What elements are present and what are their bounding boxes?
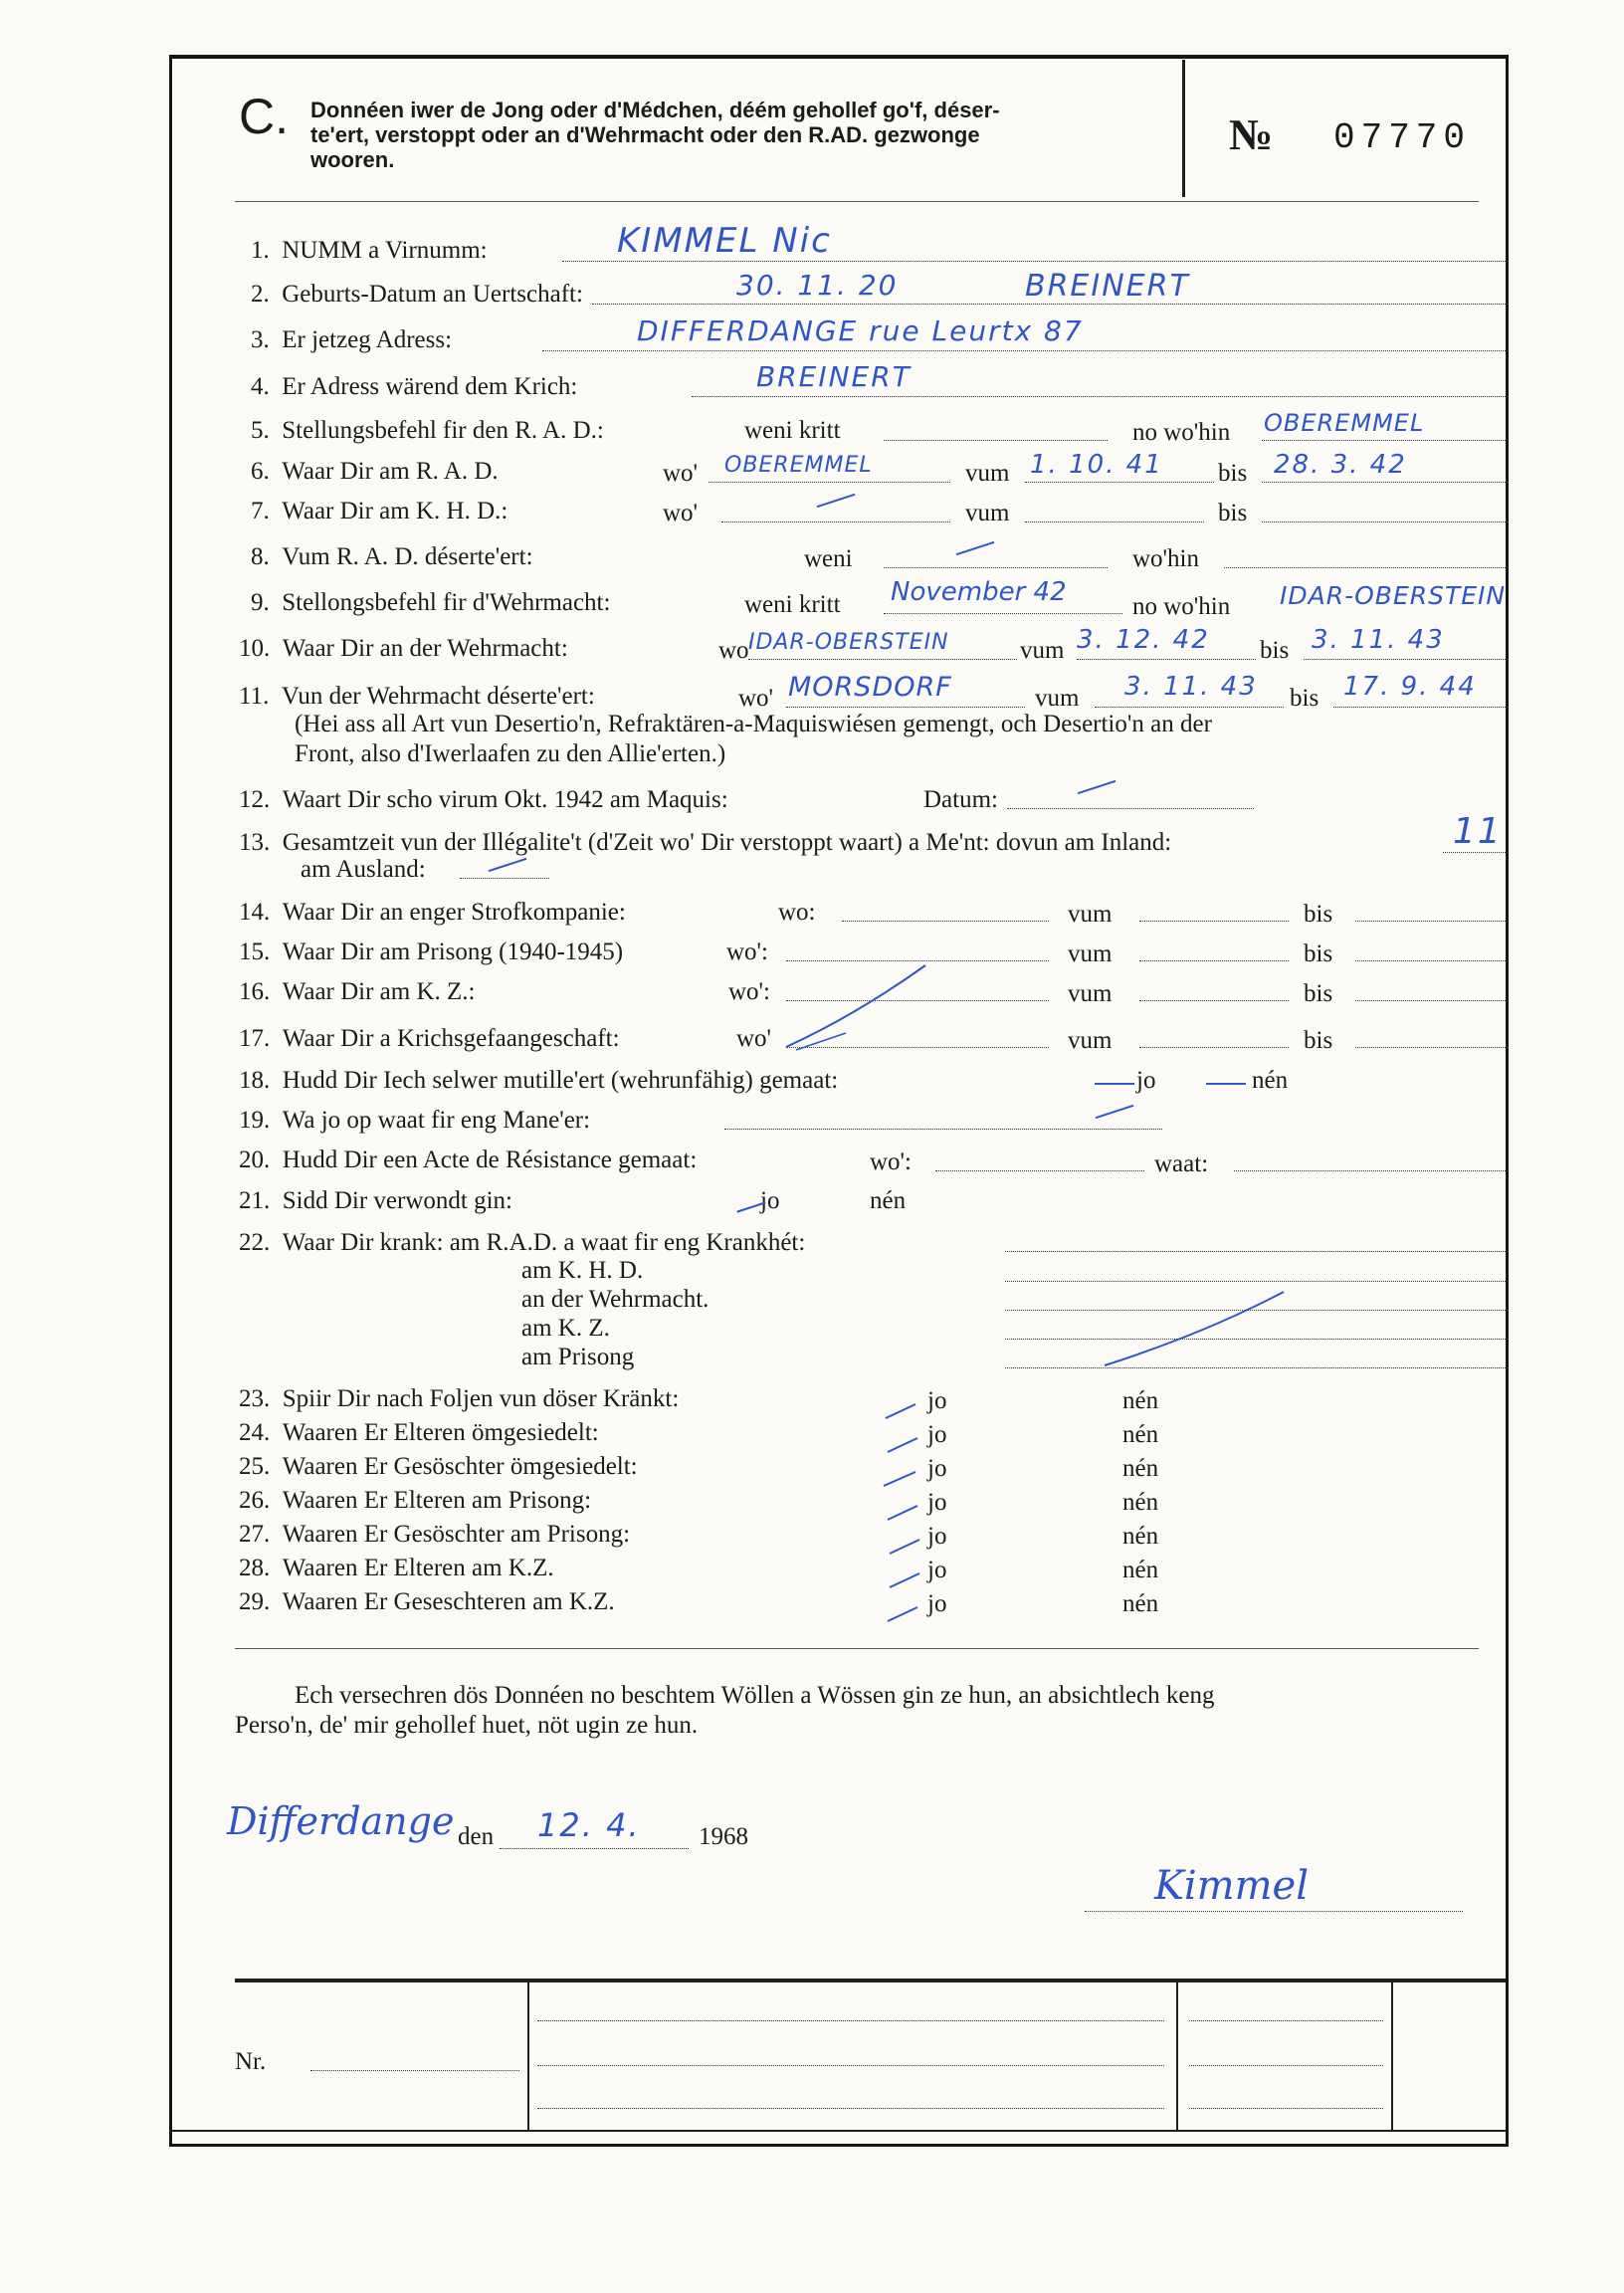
q17-wo-label: wo' [736,1025,772,1052]
q9-answer-when: November 42 [891,577,1067,607]
q17-vum-line [1139,1047,1289,1048]
q14-bis-label: bis [1304,901,1333,928]
q9-where-label: no wo'hin [1132,593,1231,620]
q6-wo-line [709,482,950,483]
q29-label: 29. Waaren Er Geseschteren am K.Z. [239,1588,615,1615]
footer-col3 [1391,1980,1393,2130]
footer-line-5 [1189,2065,1383,2066]
q10-answer-bis: 3. 11. 43 [1312,625,1445,655]
q27-label: 27. Waaren Er Gesöschter am Prisong: [239,1521,631,1548]
q20-wo-label: wo': [870,1148,913,1175]
q11-note-line2: Front, also d'Iwerlaafen zu den Allie'erten.) [295,740,726,767]
q26-label: 26. Waaren Er Elteren am Prisong: [239,1487,592,1514]
q6-label: 6. Waar Dir am R. A. D. [251,458,499,485]
q22-sub-khd: am K. H. D. [521,1257,644,1284]
footer-bottom-rule [169,2130,1506,2132]
q29-jo: jo [927,1590,947,1617]
q18-jo: jo [1136,1067,1156,1094]
section-letter: C. [239,89,289,144]
q25-jo: jo [927,1455,947,1482]
q9-label: 9. Stellongsbefehl fir d'Wehrmacht: [251,589,611,616]
q2-label: 2. Geburts-Datum an Uertschaft: [251,281,583,308]
footer-nr-line [310,2070,519,2071]
q9-when-label: weni kritt [744,591,841,618]
q11-wo-line [786,707,1025,708]
section-rule [235,1648,1479,1649]
q8-when-line [884,567,1108,568]
q24-jo: jo [927,1421,947,1448]
q20-wo-line [935,1170,1144,1171]
q16-label: 16. Waar Dir am K. Z.: [239,978,476,1005]
q3-label: 3. Er jetzeg Adress: [251,326,453,353]
q26-nen: nén [1122,1489,1159,1516]
footer-line-1 [537,2020,1164,2021]
q23-nen: nén [1122,1387,1159,1414]
q6-vum-line [1025,482,1214,483]
q14-vum-label: vum [1068,901,1113,928]
footer-col2 [1176,1980,1178,2130]
q11-note-line1: (Hei ass all Art vun Desertio'n, Refraktären-a-Maquiswiésen gemengt, och Desertio'n an der [295,711,1212,737]
q14-bis-line [1355,921,1506,922]
signature-name: Kimmel [1154,1863,1309,1909]
q23-jo: jo [927,1387,947,1414]
q6-bis-label: bis [1218,460,1248,487]
q9-when-line [884,613,1122,614]
q5-when-line [884,440,1108,441]
q7-vum-label: vum [965,500,1010,526]
signature-line [1085,1911,1463,1912]
signature-place: Differdange [227,1799,455,1843]
header-title: Donnéen iwer de Jong oder d'Médchen, déém gehollef go'f, déser- te'ert, verstoppt oder an d'Wehrmacht oder den R.AD. gezwonge wooren. [310,98,1000,172]
q11-vum-label: vum [1035,685,1080,712]
q25-nen: nén [1122,1455,1159,1482]
q13-inland-line [1443,852,1506,853]
q28-label: 28. Waaren Er Elteren am K.Z. [239,1555,554,1581]
q16-vum-label: vum [1068,980,1113,1007]
q1-line [562,261,1506,262]
q16-bis-label: bis [1304,980,1333,1007]
footer-line-6 [1189,2108,1383,2109]
footer-line-4 [1189,2020,1383,2021]
q4-label: 4. Er Adress wärend dem Krich: [251,373,578,400]
q8-label: 8. Vum R. A. D. déserte'ert: [251,543,533,570]
q7-bis-line [1262,521,1506,522]
footer-col1 [527,1980,529,2130]
q7-wo-line [721,521,950,522]
q12-datum-label: Datum: [923,786,998,813]
q1-label: 1. NUMM a Virnumm: [251,237,488,264]
q27-jo: jo [927,1523,947,1550]
q6-vum-label: vum [965,460,1010,487]
q10-bis-line [1304,659,1506,660]
signature-year: 1968 [699,1823,748,1850]
q22-line-rad [1005,1251,1506,1252]
q2-answer-date: 30. 11. 20 [736,269,899,302]
q21-jo: jo [760,1187,780,1214]
q25-label: 25. Waaren Er Gesöschter ömgesiedelt: [239,1453,638,1480]
q22-line-khd [1005,1281,1506,1282]
q15-bis-label: bis [1304,940,1333,967]
form-number: 07770 [1333,117,1472,158]
header-rule [235,201,1479,202]
q22-sub-prisong: am Prisong [521,1344,635,1370]
q23-label: 23. Spiir Dir nach Foljen vun döser Kränkt: [239,1385,680,1412]
number-sign: № [1229,110,1274,159]
header-divider [1182,60,1185,197]
q2-answer-place: BREINERT [1025,269,1190,304]
q7-label: 7. Waar Dir am K. H. D.: [251,498,508,524]
q12-label: 12. Waart Dir scho virum Okt. 1942 am Maquis: [239,786,728,813]
q14-wo-line [842,921,1049,922]
q5-label: 5. Stellungsbefehl fir den R. A. D.: [251,417,604,444]
footer-line-2 [537,2065,1164,2066]
footer-line-3 [537,2108,1164,2109]
q8-where-line [1224,567,1506,568]
q4-answer: BREINERT [756,360,912,393]
q11-answer-bis: 17. 9. 44 [1343,672,1477,702]
q1-answer: KIMMEL Nic [617,221,832,261]
q5-where-line [1262,440,1506,441]
q7-bis-label: bis [1218,500,1248,526]
q10-answer-wo: IDAR-OBERSTEIN [748,630,949,655]
q10-vum-line [1077,659,1256,660]
q6-answer-wo: OBEREMMEL [724,453,873,478]
q17-label: 17. Waar Dir a Krichsgefaangeschaft: [239,1025,620,1052]
q18-nen: nén [1252,1067,1289,1094]
q16-vum-line [1139,1000,1289,1001]
q10-vum-label: vum [1020,637,1065,664]
q28-jo: jo [927,1557,947,1583]
q5-when-label: weni kritt [744,417,841,444]
q20-label: 20. Hudd Dir een Acte de Résistance gemaat: [239,1146,698,1173]
q22-sub-list [521,1256,709,1371]
q15-wo-label: wo': [726,938,769,965]
q22-label: 22. Waar Dir krank: am R.A.D. a waat fir eng Krankhét: [239,1229,806,1256]
q11-answer-wo: MORSDORF [788,672,952,703]
q13-answer-inland: 11 [1453,811,1503,852]
q11-label: 11. Vun der Wehrmacht déserte'ert: [239,683,595,710]
q13-label: 13. Gesamtzeit vun der Illégalite't (d'Zeit wo' Dir verstoppt waart) a Me'nt: dovun am Inland: [239,829,1172,856]
q17-vum-label: vum [1068,1027,1113,1054]
q14-label: 14. Waar Dir an enger Strofkompanie: [239,899,626,926]
q18-label: 18. Hudd Dir Iech selwer mutille'ert (wehrunfähig) gemaat: [239,1067,839,1094]
q10-bis-label: bis [1260,637,1290,664]
q9-answer-where: IDAR-OBERSTEIN [1280,581,1507,610]
q5-where-label: no wo'hin [1132,419,1231,446]
q10-wo-label: wo' [718,637,754,664]
q20-waat-label: waat: [1154,1150,1209,1177]
q14-vum-line [1139,921,1289,922]
q22-sub-wehrmacht: an der Wehrmacht. [521,1286,710,1313]
q28-nen: nén [1122,1557,1159,1583]
q3-line [542,350,1506,351]
q21-label: 21. Sidd Dir verwondt gin: [239,1187,512,1214]
q22-sub-kz: am K. Z. [521,1315,610,1342]
q20-waat-line [1234,1170,1506,1171]
q10-label: 10. Waar Dir an der Wehrmacht: [239,635,568,662]
q26-jo: jo [927,1489,947,1516]
declaration-line2: Perso'n, de' mir gehollef huet, nöt ugin ze hun. [235,1712,699,1739]
q10-wo-line [748,659,1017,660]
q21-nen: nén [870,1187,907,1214]
q12-datum-line [1007,808,1254,809]
q17-bis-label: bis [1304,1027,1333,1054]
q6-answer-bis: 28. 3. 42 [1274,450,1407,480]
q5-answer-where: OBEREMMEL [1264,409,1425,437]
footer-nr-label: Nr. [235,2048,267,2075]
q15-vum-line [1139,960,1289,961]
q11-bis-line [1333,707,1506,708]
jo-check-marks [876,1388,945,1627]
q11-wo-label: wo' [738,685,774,712]
q11-bis-label: bis [1290,685,1320,712]
declaration-line1: Ech versechren dös Donnéen no beschtem Wöllen a Wössen gin ze hun, an absichtlech keng [295,1682,1215,1709]
q8-where-label: wo'hin [1132,545,1200,572]
q19-label: 19. Wa jo op waat fir eng Mane'er: [239,1107,591,1134]
q27-nen: nén [1122,1523,1159,1550]
q13-ausland-label: am Ausland: [301,856,426,883]
q18-nen-mark [1206,1083,1246,1085]
q15-vum-label: vum [1068,940,1113,967]
q17-bis-line [1355,1047,1506,1048]
q10-answer-vum: 3. 12. 42 [1077,625,1210,655]
q8-when-label: weni [804,545,853,572]
q19-line [724,1129,1162,1130]
q3-answer: DIFFERDANGE rue Leurtx 87 [637,314,1084,347]
q6-bis-line [1262,482,1506,483]
q16-bis-line [1355,1000,1506,1001]
q7-vum-line [1025,521,1204,522]
signature-den: den [458,1823,495,1850]
signature-date-line [500,1848,689,1849]
q22-strike-mark [1095,1284,1294,1373]
q16-wo-label: wo': [728,978,771,1005]
q13-ausland-line [460,878,549,879]
q29-nen: nén [1122,1590,1159,1617]
q15-17-strike-mark [776,955,935,1055]
q11-vum-line [1095,707,1284,708]
q24-label: 24. Waaren Er Elteren ömgesiedelt: [239,1419,599,1446]
signature-date: 12. 4. [537,1806,641,1844]
q15-label: 15. Waar Dir am Prisong (1940-1945) [239,938,624,965]
q11-answer-vum: 3. 11. 43 [1124,672,1258,702]
q6-wo-label: wo' [663,460,699,487]
q24-nen: nén [1122,1421,1159,1448]
q6-answer-vum: 1. 10. 41 [1030,450,1163,480]
q18-jo-mark [1095,1083,1134,1085]
q15-bis-line [1355,960,1506,961]
footer-top-rule [235,1979,1506,1982]
q7-wo-label: wo' [663,500,699,526]
q2-line [592,304,1506,305]
q4-line [692,396,1506,397]
q14-wo-label: wo: [778,899,816,926]
